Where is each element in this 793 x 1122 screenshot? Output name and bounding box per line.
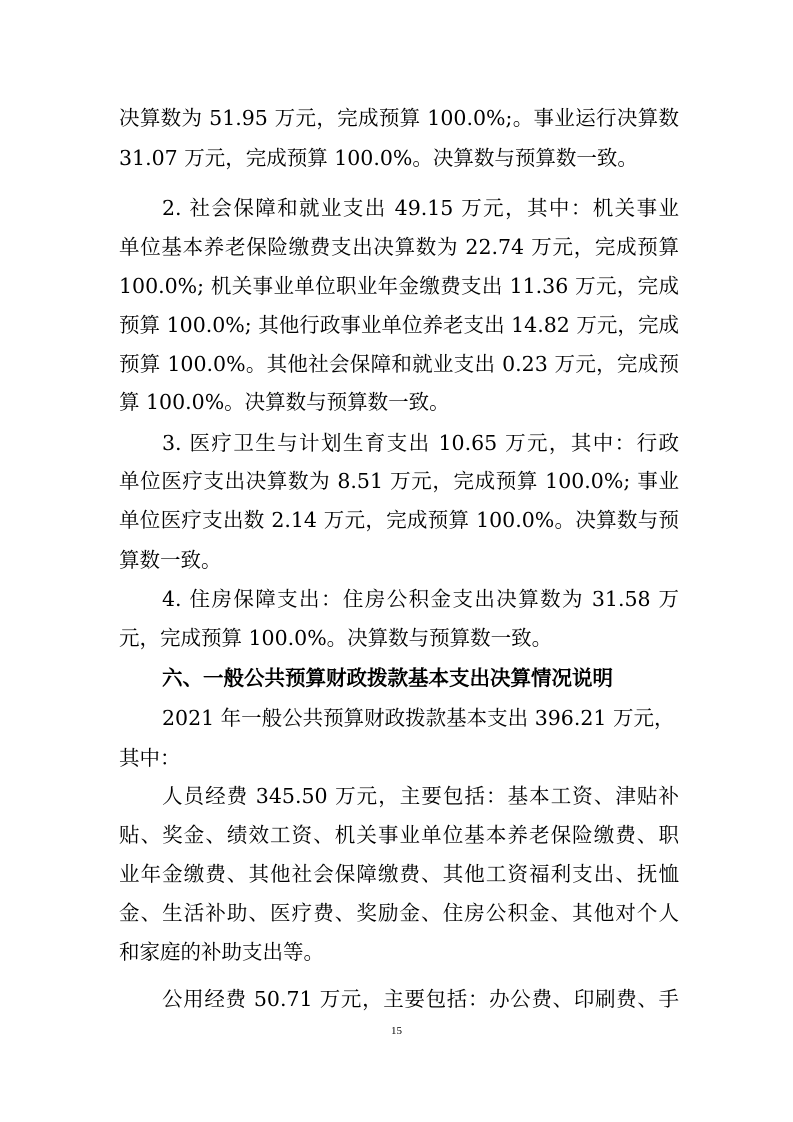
body-text-line: 单位医疗支出决算数为 8.51 万元，完成预算 100.0%; 事业 — [119, 469, 679, 493]
body-text-line: 和家庭的补助支出等。 — [119, 940, 324, 964]
body-text-line: 算 100.0%。决算数与预算数一致。 — [119, 390, 450, 414]
body-text-line: 元，完成预算 100.0%。决算数与预算数一致。 — [119, 626, 553, 650]
body-text-line: 2. 社会保障和就业支出 49.15 万元，其中：机关事业 — [162, 196, 679, 220]
body-text-line: 100.0%; 机关事业单位职业年金缴费支出 11.36 万元，完成 — [119, 274, 679, 298]
body-text-line: 3. 医疗卫生与计划生育支出 10.65 万元，其中：行政 — [162, 431, 679, 455]
body-text-line: 4. 住房保障支出：住房公积金支出决算数为 31.58 万 — [162, 587, 679, 611]
section-heading: 六、一般公共预算财政拨款基本支出决算情况说明 — [162, 666, 613, 690]
body-text-line: 人员经费 345.50 万元，主要包括：基本工资、津贴补 — [162, 784, 679, 808]
body-text-line: 预算 100.0%; 其他行政事业单位养老支出 14.82 万元，完成 — [119, 313, 679, 337]
body-text-line: 贴、奖金、绩效工资、机关事业单位基本养老保险缴费、职 — [119, 823, 679, 847]
body-text-line: 单位医疗支出数 2.14 万元，完成预算 100.0%。决算数与预 — [119, 508, 679, 532]
body-text-line: 公用经费 50.71 万元，主要包括：办公费、印刷费、手 — [162, 987, 679, 1011]
body-text-line: 预算 100.0%。其他社会保障和就业支出 0.23 万元，完成预 — [119, 352, 679, 376]
body-text-line: 其中： — [119, 746, 181, 770]
page-number: 15 — [391, 1025, 402, 1037]
body-text-line: 业年金缴费、其他社会保障缴费、其他工资福利支出、抚恤 — [119, 862, 679, 886]
body-text-line: 2021 年一般公共预算财政拨款基本支出 396.21 万元， — [162, 706, 675, 730]
body-text-line: 算数一致。 — [119, 548, 222, 572]
body-text-line: 金、生活补助、医疗费、奖励金、住房公积金、其他对个人 — [119, 901, 679, 925]
body-text-line: 单位基本养老保险缴费支出决算数为 22.74 万元，完成预算 — [119, 235, 679, 259]
body-text-line: 决算数为 51.95 万元，完成预算 100.0%;。事业运行决算数 — [119, 106, 679, 130]
body-text-line: 31.07 万元，完成预算 100.0%。决算数与预算数一致。 — [119, 146, 638, 170]
